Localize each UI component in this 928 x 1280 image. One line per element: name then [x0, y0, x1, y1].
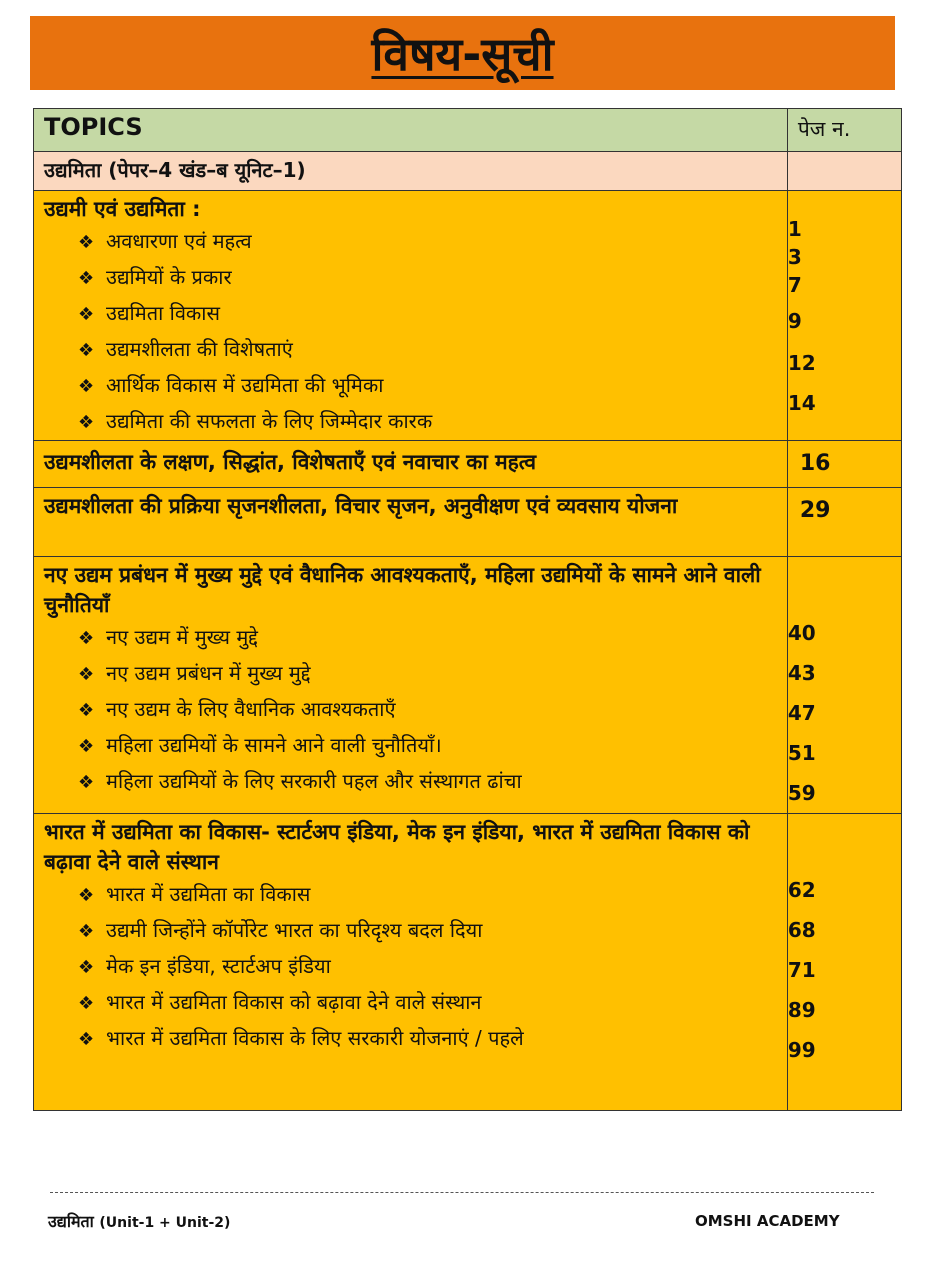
list-item-label: मेक इन इंडिया, स्टार्टअप इंडिया: [106, 954, 331, 978]
list-item-label: भारत में उद्यमिता विकास को बढ़ावा देने वाले संस्थान: [106, 990, 482, 1014]
section-row-5: [34, 814, 902, 1111]
page-number: 89: [787, 998, 816, 1022]
page-number: 29: [799, 498, 831, 523]
section-page-cell: [787, 557, 901, 814]
footer-subject: [48, 1210, 230, 1232]
list-item-label: उद्यमिता की सफलता के लिए जिम्मेदार कारक: [106, 409, 433, 433]
diamond-bullet-icon: ❖: [78, 664, 95, 685]
section-topic-cell: [34, 441, 788, 488]
page-number: 7: [787, 273, 802, 297]
diamond-bullet-icon: ❖: [78, 412, 95, 433]
diamond-bullet-icon: ❖: [78, 957, 95, 978]
list-item: [78, 728, 787, 764]
list-item: [78, 404, 787, 440]
list-item: [78, 332, 787, 368]
section-page-cell: [787, 814, 901, 1111]
list-item-label: भारत में उद्यमिता विकास के लिए सरकारी योजनाएं / पहले: [106, 1026, 524, 1050]
list-item-label: उद्यमियों के प्रकार: [106, 265, 232, 289]
list-item-label: महिला उद्यमियों के लिए सरकारी पहल और संस्थागत ढांचा: [106, 769, 522, 793]
list-item: [78, 764, 787, 800]
list-item-label: अवधारणा एवं महत्व: [106, 229, 252, 253]
diamond-bullet-icon: ❖: [78, 993, 95, 1014]
diamond-bullet-icon: ❖: [78, 700, 95, 721]
list-item-label: महिला उद्यमियों के सामने आने वाली चुनौतियाँ।: [106, 733, 442, 757]
page-number: 51: [787, 741, 816, 765]
header-page-number: पेज न.: [787, 109, 901, 152]
diamond-bullet-icon: ❖: [78, 736, 95, 757]
section-row-3: [34, 488, 902, 557]
diamond-bullet-icon: ❖: [78, 268, 95, 289]
page-number: 16: [799, 451, 831, 476]
page-number: 1: [787, 217, 802, 241]
section-title: उद्यमी एवं उद्यमिता :: [44, 197, 201, 221]
page-number: 59: [787, 781, 816, 805]
diamond-bullet-icon: ❖: [78, 628, 95, 649]
table-header-row: [34, 109, 902, 152]
diamond-bullet-icon: ❖: [78, 1029, 95, 1050]
page-number: 47: [787, 701, 816, 725]
section-topic-cell: [34, 191, 788, 441]
footer-subject-name: उद्यमिता: [48, 1212, 94, 1231]
list-item-label: नए उद्यम में मुख्य मुद्दे: [106, 625, 258, 649]
list-item: [78, 620, 787, 656]
list-item-label: नए उद्यम के लिए वैधानिक आवश्यकताएँ: [106, 697, 396, 721]
list-item-label: उद्यमी जिन्होंने कॉर्पोरेट भारत का परिदृश्य बदल दिया: [106, 918, 483, 942]
section-title: उद्यमशीलता के लक्षण, सिद्धांत, विशेषताएँ एवं नवाचार का महत्व: [44, 450, 537, 474]
diamond-bullet-icon: ❖: [78, 376, 95, 397]
list-item: [78, 368, 787, 404]
page-number: 12: [787, 351, 816, 375]
diamond-bullet-icon: ❖: [78, 921, 95, 942]
section-topic-cell: [34, 488, 788, 557]
subheader-row: [34, 152, 902, 191]
section-row-2: [34, 441, 902, 488]
section-topic-cell: [34, 814, 788, 1111]
header-topics: TOPICS: [34, 109, 788, 152]
section-page-cell: [787, 441, 901, 488]
footer-unit-label: (Unit-1 + Unit-2): [99, 1215, 231, 1231]
list-item: [78, 913, 787, 949]
list-item: [78, 224, 787, 260]
list-item-label: उद्यमशीलता की विशेषताएं: [106, 337, 293, 361]
section-page-cell: [787, 488, 901, 557]
subheader-subject: उद्यमिता (पेपर–4 खंड–ब यूनिट–1): [34, 152, 788, 191]
section-title: भारत में उद्यमिता का विकास- स्टार्टअप इंडिया, मेक इन इंडिया, भारत में उद्यमिता विकास को बढ़ावा देने वाले संस्थान: [44, 820, 750, 874]
list-item: [78, 692, 787, 728]
list-item: [78, 296, 787, 332]
diamond-bullet-icon: ❖: [78, 340, 95, 361]
diamond-bullet-icon: ❖: [78, 304, 95, 325]
list-item: [78, 260, 787, 296]
diamond-bullet-icon: ❖: [78, 772, 95, 793]
list-item: [78, 877, 787, 913]
list-item-label: आर्थिक विकास में उद्यमिता की भूमिका: [106, 373, 384, 397]
page-number: 68: [787, 918, 816, 942]
list-item-label: उद्यमिता विकास: [106, 301, 220, 325]
list-item: [78, 949, 787, 985]
page-title: विषय-सूची: [371, 27, 554, 81]
list-item: [78, 985, 787, 1021]
section-row-4: [34, 557, 902, 814]
footer-divider: [50, 1192, 874, 1193]
page-number: 3: [787, 245, 802, 269]
section-topic-cell: [34, 557, 788, 814]
page-number: 99: [787, 1038, 816, 1062]
page-number: 62: [787, 878, 816, 902]
page-number: 71: [787, 958, 816, 982]
page-number: 9: [787, 309, 802, 333]
footer-academy-name: OMSHI ACADEMY: [695, 1212, 840, 1230]
list-item: [78, 1021, 787, 1057]
section-page-cell: [787, 191, 901, 441]
list-item-label: भारत में उद्यमिता का विकास: [106, 882, 311, 906]
diamond-bullet-icon: ❖: [78, 885, 95, 906]
section-row-1: [34, 191, 902, 441]
page-number: 40: [787, 621, 816, 645]
section-title: उद्यमशीलता की प्रक्रिया सृजनशीलता, विचार सृजन, अनुवीक्षण एवं व्यवसाय योजना: [44, 494, 678, 518]
page-number: 43: [787, 661, 816, 685]
diamond-bullet-icon: ❖: [78, 232, 95, 253]
list-item-label: नए उद्यम प्रबंधन में मुख्य मुद्दे: [106, 661, 311, 685]
page-number: 14: [787, 391, 816, 415]
section-item-list: [34, 877, 787, 1057]
section-title: नए उद्यम प्रबंधन में मुख्य मुद्दे एवं वैधानिक आवश्यकताएँ, महिला उद्यमियों के सामने आने वाली चुनौतियाँ: [44, 563, 761, 617]
title-bar: [30, 16, 895, 90]
section-item-list: [34, 620, 787, 800]
section-item-list: [34, 224, 787, 440]
contents-table: [33, 108, 902, 1111]
subheader-empty-cell: [787, 152, 901, 191]
list-item: [78, 656, 787, 692]
